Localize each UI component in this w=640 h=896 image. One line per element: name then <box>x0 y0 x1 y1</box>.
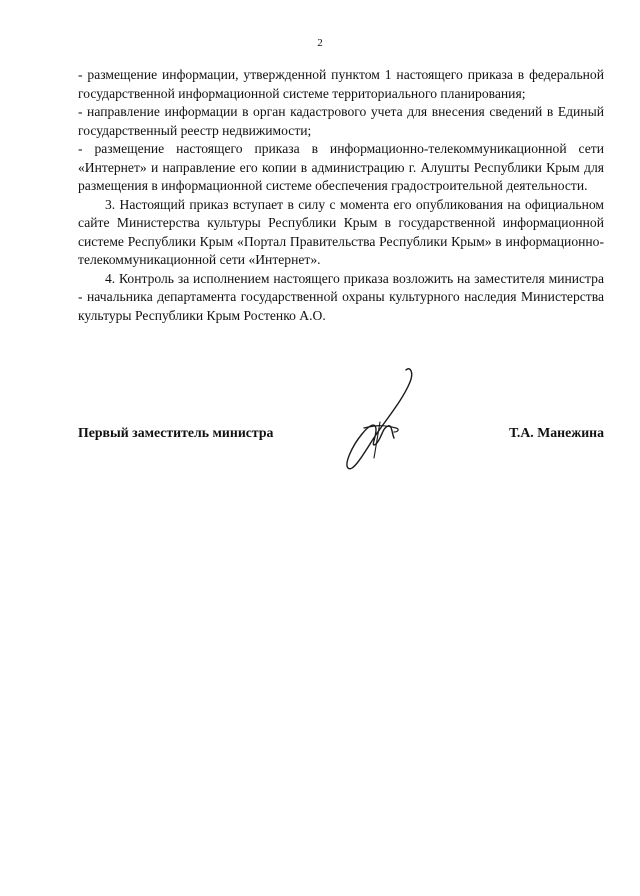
page-number: 2 <box>317 37 323 49</box>
signatory-position: Первый заместитель министра <box>78 425 274 440</box>
list-item-publish-fgis: - размещение информации, утвержденной пунктом 1 настоящего приказа в федеральной государственной информационной системе территориального планирования; <box>78 67 604 101</box>
list-item-internet-publication: - размещение настоящего приказа в информационно-телекоммуникационной сети «Интернет» и направление его копии в администрацию г. Алушты Республики Крым для размещения в информационной системе обеспечения градостроительной деятельности. <box>78 141 604 193</box>
clause-3-effective-date: 3. Настоящий приказ вступает в силу с момента его опубликования на официальном сайте Министерства культуры Республики Крым в государственной информационной системе Республики Крым «Портал Правительства Республики Крым» в информационно-телекоммуникационной сети «Интернет». <box>78 196 604 267</box>
document-body <box>78 66 604 325</box>
list-item-cadastral-registry: - направление информации в орган кадастрового учета для внесения сведений в Единый государственный реестр недвижимости; <box>78 104 604 138</box>
handwritten-signature <box>336 362 424 480</box>
signatory-name: Т.А. Манежина <box>509 425 604 440</box>
clause-4-control: 4. Контроль за исполнением настоящего приказа возложить на заместителя министра - начальника департамента государственной охраны культурного наследия Министерства культуры Республики Крым Ростенко А.О. <box>78 270 604 323</box>
